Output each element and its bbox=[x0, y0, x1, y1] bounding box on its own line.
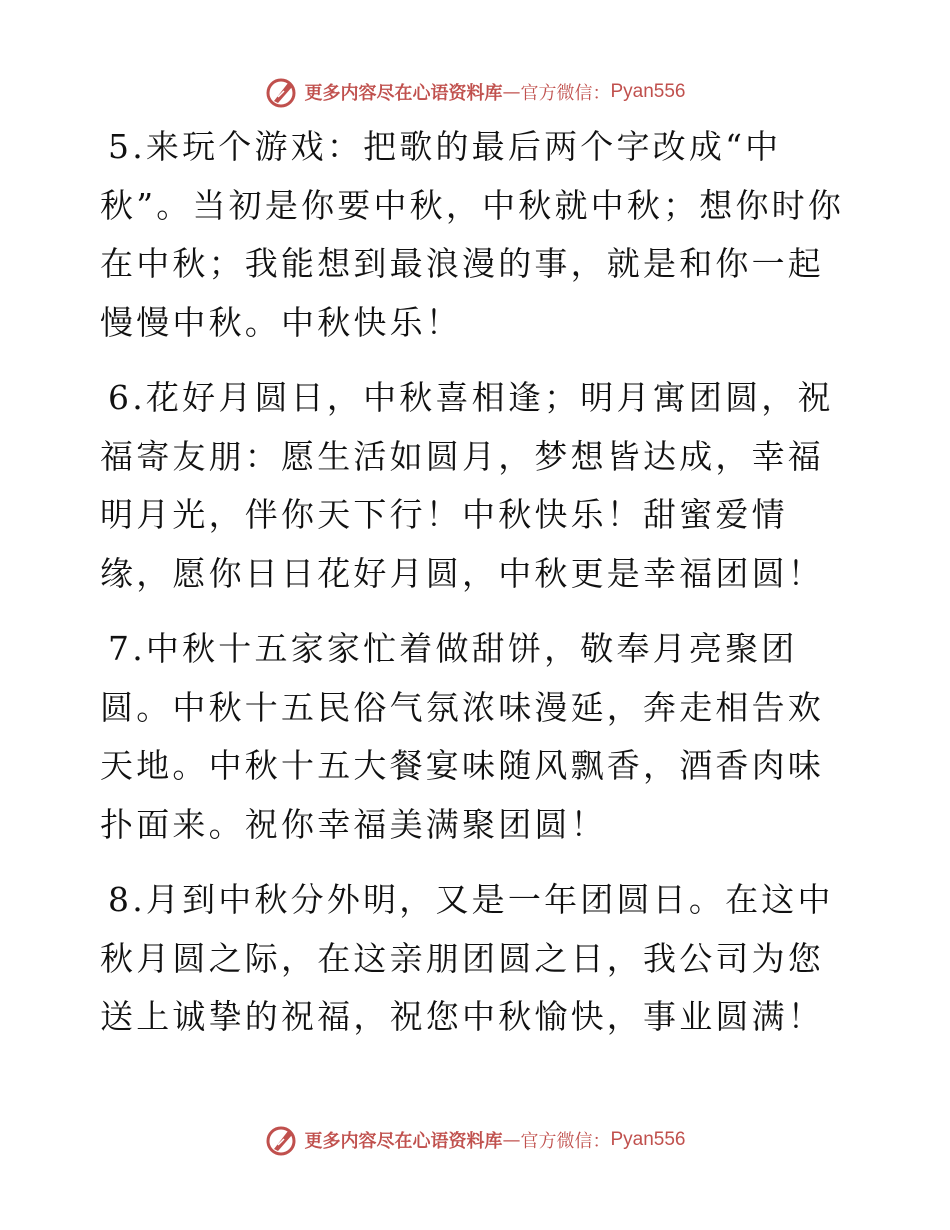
header-wechat-label: 官方微信： bbox=[520, 83, 611, 104]
footer-banner bbox=[0, 1120, 950, 1160]
footer-wechat-label: 官方微信： bbox=[520, 1131, 611, 1152]
footer-separator: — bbox=[502, 1129, 521, 1151]
pen-nib-logo-icon bbox=[264, 1123, 298, 1157]
pen-nib-logo-icon bbox=[264, 75, 298, 109]
header-wechat-id: Pyan556 bbox=[610, 81, 686, 102]
paragraph-6: 6.花好月圆日，中秋喜相逢；明月寓团圆，祝福寄友朋：愿生活如圆月，梦想皆达成，幸福明月光，伴你天下行！中秋快乐！甜蜜爱情缘，愿你日日花好月圆，中秋更是幸福团圆！ bbox=[100, 378, 834, 593]
paragraph-7: 7.中秋十五家家忙着做甜饼，敬奉月亮聚团圆。中秋十五民俗气氛浓味漫延，奔走相告欢天地。中秋十五大餐宴味随风飘香，酒香肉味扑面来。祝你幸福美满聚团圆！ bbox=[100, 629, 824, 844]
paragraph-8: 8.月到中秋分外明，又是一年团圆日。在这中秋月圆之际，在这亲朋团圆之日，我公司为您送上诚挚的祝福，祝您中秋愉快，事业圆满！ bbox=[100, 880, 834, 1036]
header-brand-text: 更多内容尽在心语资料库 bbox=[304, 83, 503, 104]
footer-wechat-id: Pyan556 bbox=[610, 1129, 686, 1150]
header-separator: — bbox=[502, 81, 521, 103]
paragraph-5: 5.来玩个游戏：把歌的最后两个字改成“中秋”。当初是你要中秋，中秋就中秋；想你时你在中秋；我能想到最浪漫的事，就是和你一起慢慢中秋。中秋快乐！ bbox=[100, 127, 845, 342]
header-banner bbox=[0, 72, 950, 112]
footer-brand-text: 更多内容尽在心语资料库 bbox=[304, 1131, 503, 1152]
document-body bbox=[100, 118, 852, 1064]
